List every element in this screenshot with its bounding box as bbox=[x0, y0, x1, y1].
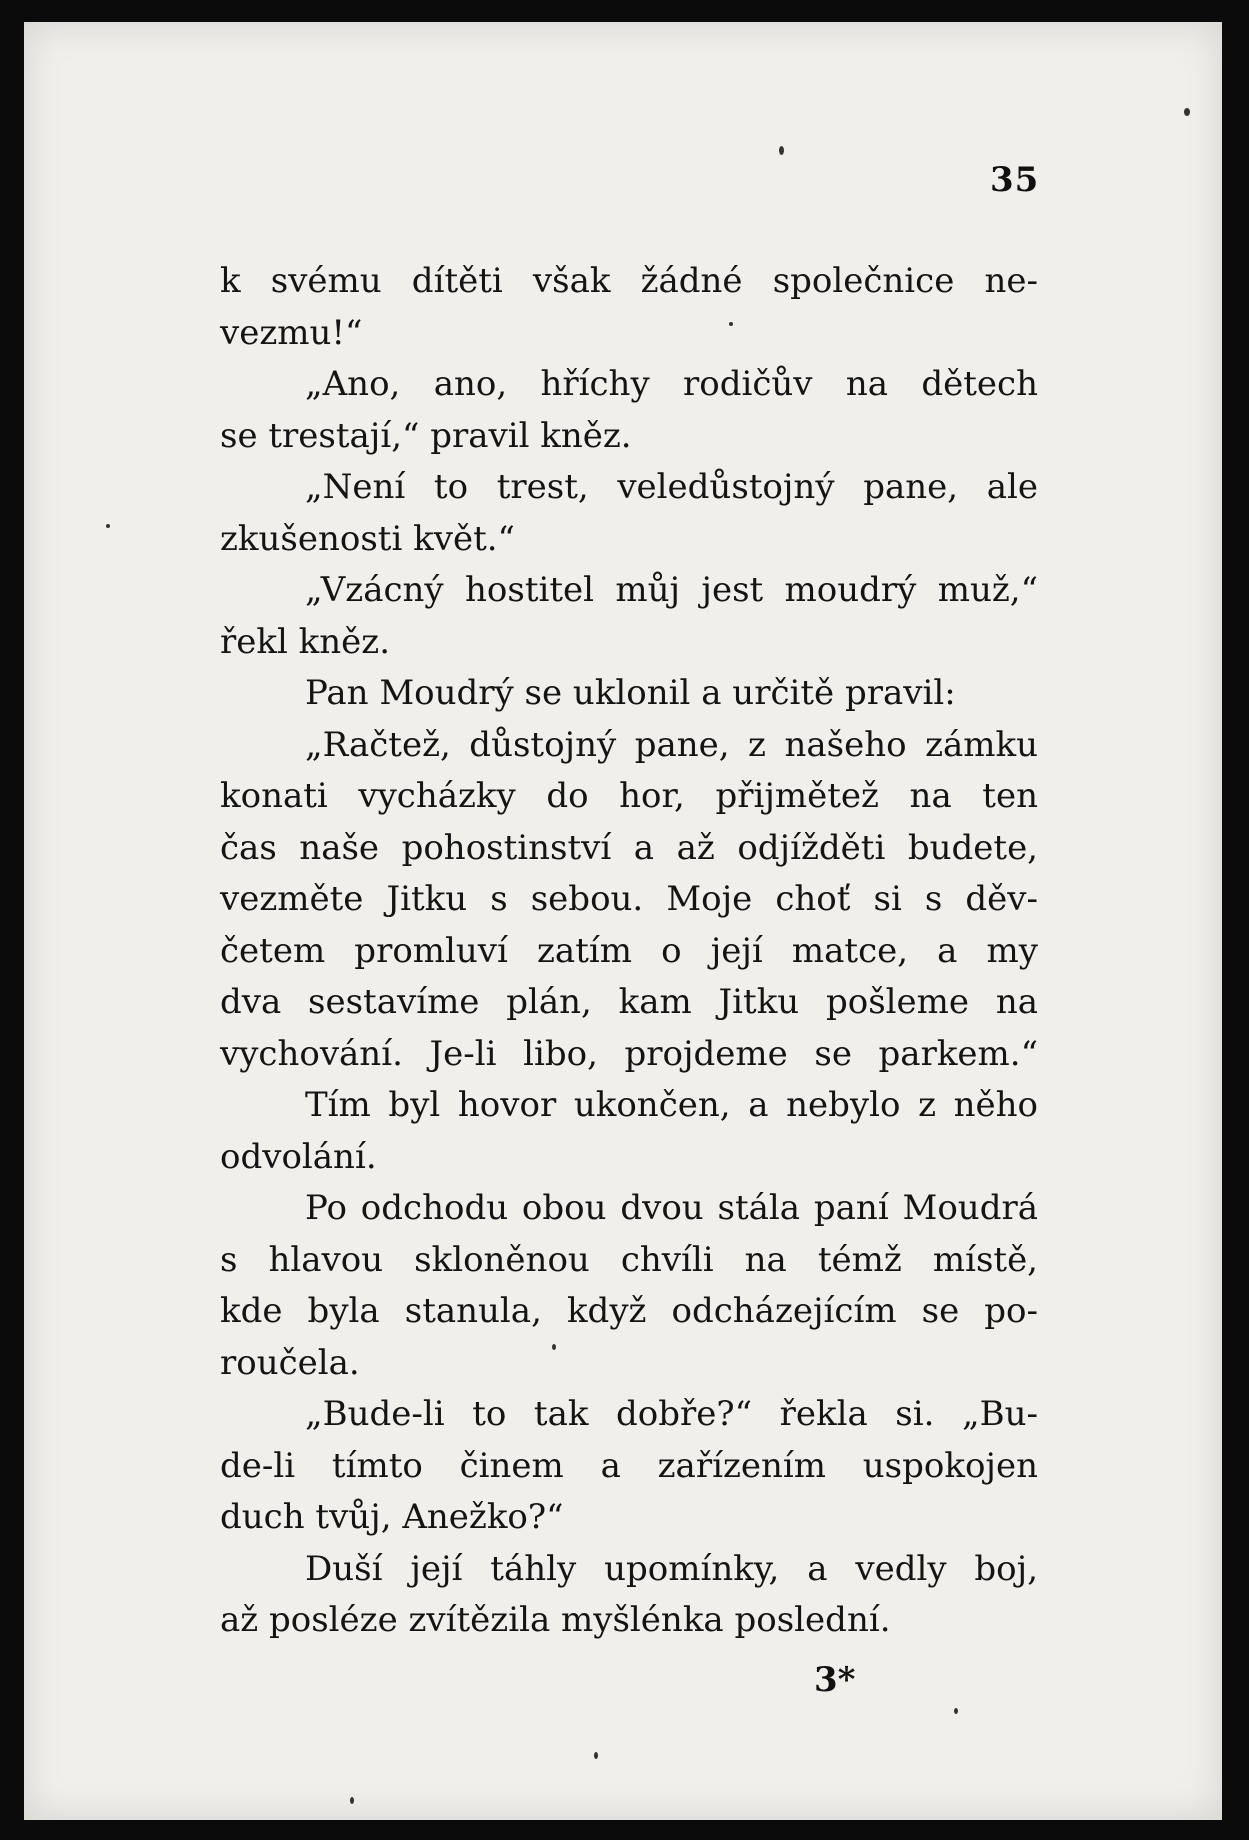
text-line: „Vzácný hostitel můj jest moudrý muž,“ bbox=[305, 570, 1038, 610]
paragraph bbox=[220, 1389, 1038, 1544]
text-line: konati vycházky do hor, přijmětež na ten bbox=[220, 776, 1038, 816]
text-line: „Račtež, důstojný pane, z našeho zámku bbox=[305, 724, 1038, 765]
text-line: řekl kněz. bbox=[220, 621, 390, 662]
paragraph bbox=[220, 720, 1038, 1081]
body-text bbox=[220, 256, 1038, 1647]
text-line: Pan Moudrý se uklonil a určitě pravil: bbox=[305, 673, 956, 713]
text-line: „Není to trest, veledůstojný pane, ale bbox=[305, 467, 1038, 507]
text-line: čas naše pohostinství a až odjížděti budete, bbox=[220, 827, 1038, 868]
text-line: kde byla stanula, když odcházejícím se po- bbox=[220, 1291, 1038, 1331]
text-line: vychování. Je-li libo, projdeme se parkem.“ bbox=[220, 1033, 1038, 1074]
text-line: roučela. bbox=[220, 1342, 360, 1383]
text-line: až posléze zvítězila myšlénka poslední. bbox=[220, 1600, 891, 1640]
paper-speck bbox=[552, 1344, 556, 1350]
text-line: Tím byl hovor ukončen, a nebylo z něho bbox=[305, 1085, 1038, 1125]
paragraph bbox=[220, 256, 1038, 359]
text-line: duch tvůj, Anežko?“ bbox=[220, 1497, 564, 1537]
signature-mark: 3* bbox=[814, 1660, 856, 1700]
text-line: zkušenosti květ.“ bbox=[220, 518, 515, 559]
text-line: odvolání. bbox=[220, 1136, 377, 1177]
text-line: se trestají,“ pravil kněz. bbox=[220, 415, 632, 456]
text-line: „Ano, ano, hříchy rodičův na dětech bbox=[305, 364, 1038, 404]
paper-speck bbox=[1184, 108, 1190, 116]
text-line: „Bude-li to tak dobře?“ řekla si. „Bu- bbox=[305, 1394, 1038, 1434]
paragraph bbox=[220, 668, 1038, 720]
paragraph bbox=[220, 1544, 1038, 1647]
paper-speck bbox=[729, 322, 733, 326]
paragraph bbox=[220, 565, 1038, 668]
paper-speck bbox=[779, 146, 784, 155]
text-line: četem promluví zatím o její matce, a my bbox=[220, 930, 1038, 971]
text-line: s hlavou skloněnou chvíli na témž místě, bbox=[220, 1239, 1038, 1280]
page-number: 35 bbox=[990, 160, 1040, 200]
text-line: de-li tímto činem a zařízením uspokojen bbox=[220, 1445, 1038, 1486]
text-line: Duší její táhly upomínky, a vedly boj, bbox=[305, 1548, 1038, 1589]
paragraph bbox=[220, 1080, 1038, 1183]
book-page bbox=[24, 22, 1222, 1820]
text-line: dva sestavíme plán, kam Jitku pošleme na bbox=[220, 982, 1038, 1022]
text-line: vezměte Jitku s sebou. Moje choť si s děv- bbox=[220, 879, 1038, 919]
paragraph bbox=[220, 359, 1038, 462]
paper-speck bbox=[954, 1708, 958, 1714]
text-line: k svému dítěti však žádné společnice ne- bbox=[220, 261, 1038, 301]
paragraph bbox=[220, 462, 1038, 565]
paper-speck bbox=[350, 1797, 354, 1804]
text-line: Po odchodu obou dvou stála paní Moudrá bbox=[305, 1188, 1038, 1228]
paragraph bbox=[220, 1183, 1038, 1389]
paper-speck bbox=[106, 524, 110, 528]
paper-speck bbox=[594, 1752, 598, 1759]
text-line: vezmu!“ bbox=[220, 312, 363, 353]
